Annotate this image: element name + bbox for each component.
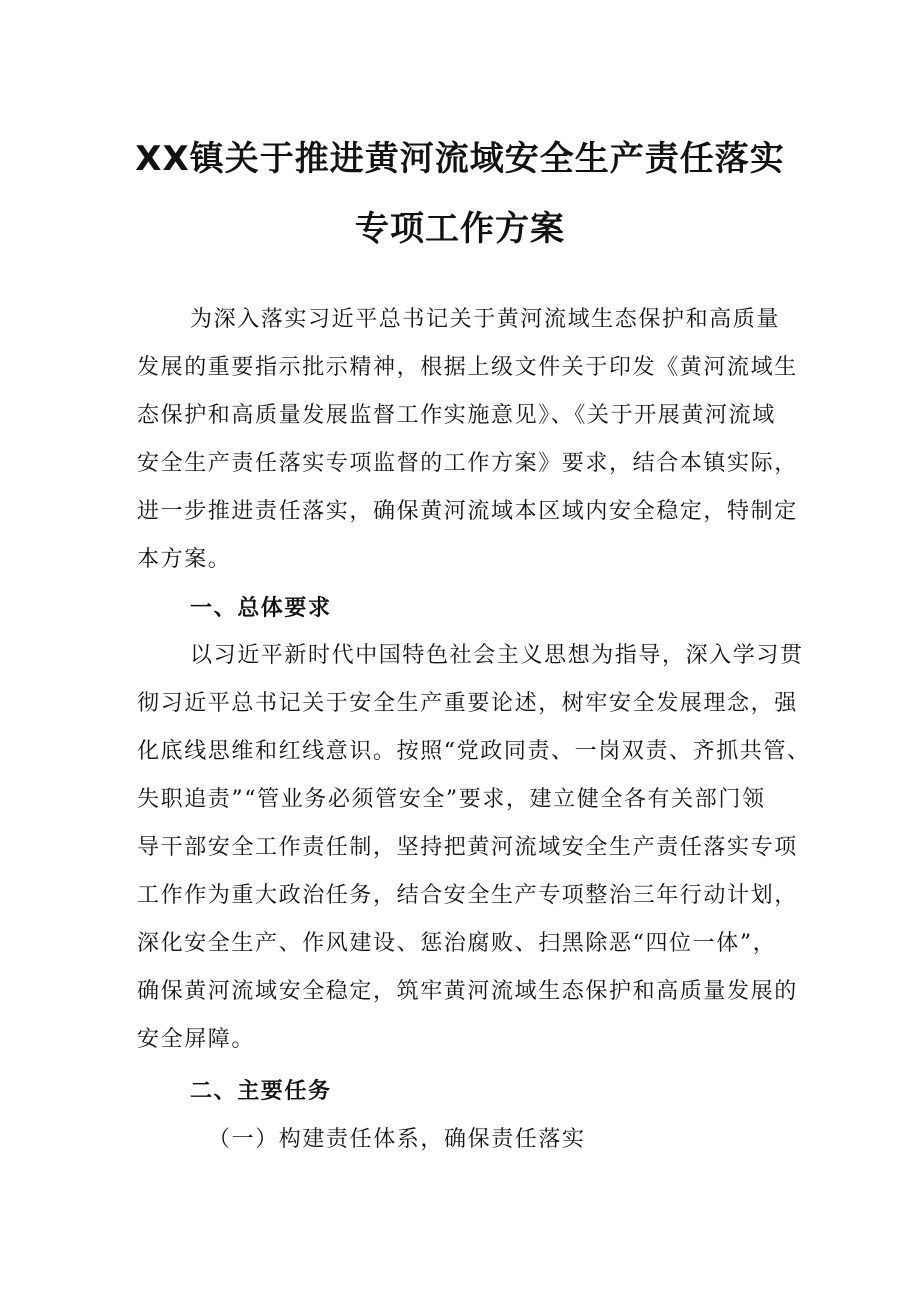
intro-paragraph-line: 发展的重要指示批示精神，根据上级文件关于印发《黄河流域生: [137, 355, 798, 380]
intro-paragraph-line: 为深入落实习近平总书记关于黄河流域生态保护和高质量: [190, 307, 781, 332]
document-title-line-1: XX镇关于推进黄河流域安全生产责任落实: [135, 139, 785, 179]
intro-paragraph-line: 本方案。: [137, 547, 232, 572]
section1-paragraph-line: 失职追责”“管业务必须管安全”要求，建立健全各有关部门领: [137, 787, 766, 812]
document-title-line-2: 专项工作方案: [355, 209, 565, 249]
subsection-heading: （一）构建责任体系，确保责任落实: [208, 1127, 586, 1152]
section1-paragraph-line: 彻习近平总书记关于安全生产重要论述，树牢安全发展理念，强: [137, 691, 798, 716]
section1-paragraph-line: 工作作为重大政治任务，结合安全生产专项整治三年行动计划，: [137, 883, 798, 908]
section1-paragraph-line: 以习近平新时代中国特色社会主义思想为指导，深入学习贯: [190, 643, 804, 668]
section-heading-general-requirements: 一、总体要求: [190, 595, 332, 621]
intro-paragraph-line: 安全生产责任落实专项监督的工作方案》要求，结合本镇实际，: [137, 451, 798, 476]
intro-paragraph-line: 态保护和高质量发展监督工作实施意见》、《关于开展黄河流域: [137, 403, 776, 428]
section1-paragraph-line: 化底线思维和红线意识。按照“党政同责、一岗双责、齐抓共管、: [137, 739, 811, 764]
section1-paragraph-line: 导干部安全工作责任制，坚持把黄河流域安全生产责任落实专项: [137, 835, 798, 860]
section1-paragraph-line: 确保黄河流域安全稳定，筑牢黄河流域生态保护和高质量发展的: [137, 979, 798, 1004]
intro-paragraph-line: 进一步推进责任落实，确保黄河流域本区域内安全稳定，特制定: [137, 499, 798, 524]
section1-paragraph-line: 深化安全生产、作风建设、惩治腐败、扫黑除恶“四位一体”，: [137, 931, 777, 956]
section1-paragraph-line: 安全屏障。: [137, 1027, 256, 1052]
section-heading-main-tasks: 二、主要任务: [190, 1078, 332, 1104]
